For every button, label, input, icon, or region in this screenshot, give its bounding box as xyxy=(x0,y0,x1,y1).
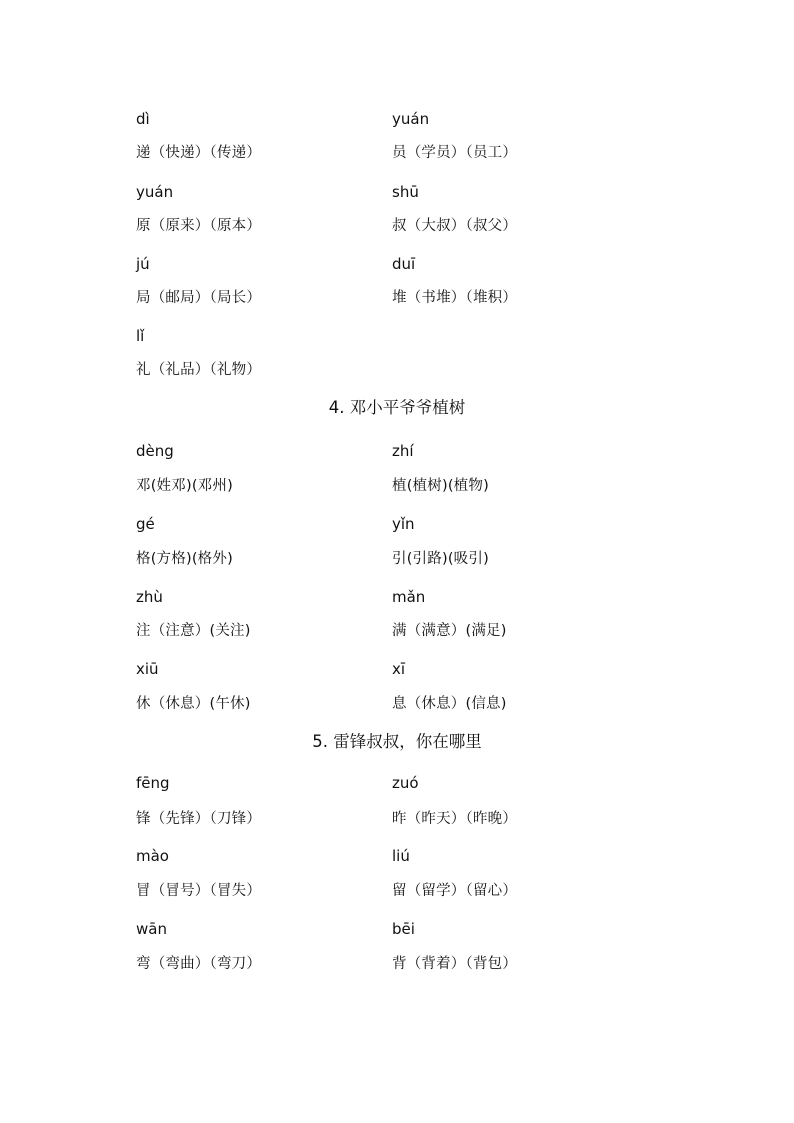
pinyin-right: zhí xyxy=(392,442,414,460)
pinyin-right: xī xyxy=(392,660,406,678)
pinyin-left: wān xyxy=(136,920,167,938)
pinyin-right: yuán xyxy=(392,110,430,128)
pinyin-left: lǐ xyxy=(136,327,145,345)
words-left: 格(方格)(格外) xyxy=(136,551,233,567)
words-row xyxy=(136,475,696,497)
words-right: 息（休息）(信息) xyxy=(392,696,507,712)
words-right: 堆（书堆）（堆积） xyxy=(392,290,518,306)
pinyin-right: mǎn xyxy=(392,588,426,606)
words-row xyxy=(136,880,696,902)
words-row xyxy=(136,287,696,309)
pinyin-left: yuán xyxy=(136,183,174,201)
words-row xyxy=(136,808,696,830)
pinyin-row xyxy=(136,658,696,680)
pinyin-right: bēi xyxy=(392,920,415,938)
words-right: 留（留学）（留心） xyxy=(392,883,518,899)
words-row xyxy=(136,215,696,237)
words-row xyxy=(136,359,696,381)
words-row xyxy=(136,548,696,570)
pinyin-right: liú xyxy=(392,847,410,865)
words-left: 锋（先锋）（刀锋） xyxy=(136,811,262,827)
words-right: 昨（昨天）（昨晚） xyxy=(392,811,518,827)
words-left: 注（注意）(关注) xyxy=(136,623,251,639)
pinyin-left: dì xyxy=(136,110,150,128)
words-right: 叔（大叔）（叔父） xyxy=(392,218,518,234)
pinyin-right: shū xyxy=(392,183,419,201)
words-row xyxy=(136,953,696,975)
pinyin-right: zuó xyxy=(392,774,419,792)
words-left: 冒（冒号）（冒失） xyxy=(136,883,262,899)
pinyin-left: mào xyxy=(136,847,169,865)
pinyin-left: zhù xyxy=(136,588,163,606)
pinyin-row xyxy=(136,181,696,203)
words-row xyxy=(136,693,696,715)
words-row xyxy=(136,620,696,642)
words-right: 满（满意）(满足) xyxy=(392,623,507,639)
pinyin-row xyxy=(136,513,696,535)
words-left: 礼（礼品）（礼物） xyxy=(136,362,262,378)
words-left: 局（邮局）（局长） xyxy=(136,290,262,306)
words-right: 员（学员）（员工） xyxy=(392,145,518,161)
pinyin-left: gé xyxy=(136,515,155,533)
words-left: 弯（弯曲）（弯刀） xyxy=(136,956,262,972)
words-right: 植(植树)(植物) xyxy=(392,478,489,494)
pinyin-left: dèng xyxy=(136,442,174,460)
pinyin-row xyxy=(136,325,696,347)
words-left: 原（原来）（原本） xyxy=(136,218,262,234)
words-left: 递（快递）（传递） xyxy=(136,145,262,161)
words-left: 休（休息）(午休) xyxy=(136,696,251,712)
pinyin-row xyxy=(136,845,696,867)
pinyin-right: duī xyxy=(392,255,416,273)
pinyin-row xyxy=(136,108,696,130)
pinyin-row xyxy=(136,440,696,462)
lesson-heading: 5. 雷锋叔叔，你在哪里 xyxy=(312,732,482,751)
pinyin-row xyxy=(136,586,696,608)
pinyin-left: jú xyxy=(136,255,150,273)
pinyin-left: xiū xyxy=(136,660,159,678)
words-left: 邓(姓邓)(邓州) xyxy=(136,478,233,494)
words-right: 背（背着）（背包） xyxy=(392,956,518,972)
pinyin-row xyxy=(136,253,696,275)
words-row xyxy=(136,142,696,164)
pinyin-left: fēng xyxy=(136,774,170,792)
pinyin-row xyxy=(136,772,696,794)
pinyin-right: yǐn xyxy=(392,515,415,533)
lesson-heading: 4. 邓小平爷爷植树 xyxy=(328,398,466,417)
words-right: 引(引路)(吸引) xyxy=(392,551,489,567)
pinyin-row xyxy=(136,918,696,940)
